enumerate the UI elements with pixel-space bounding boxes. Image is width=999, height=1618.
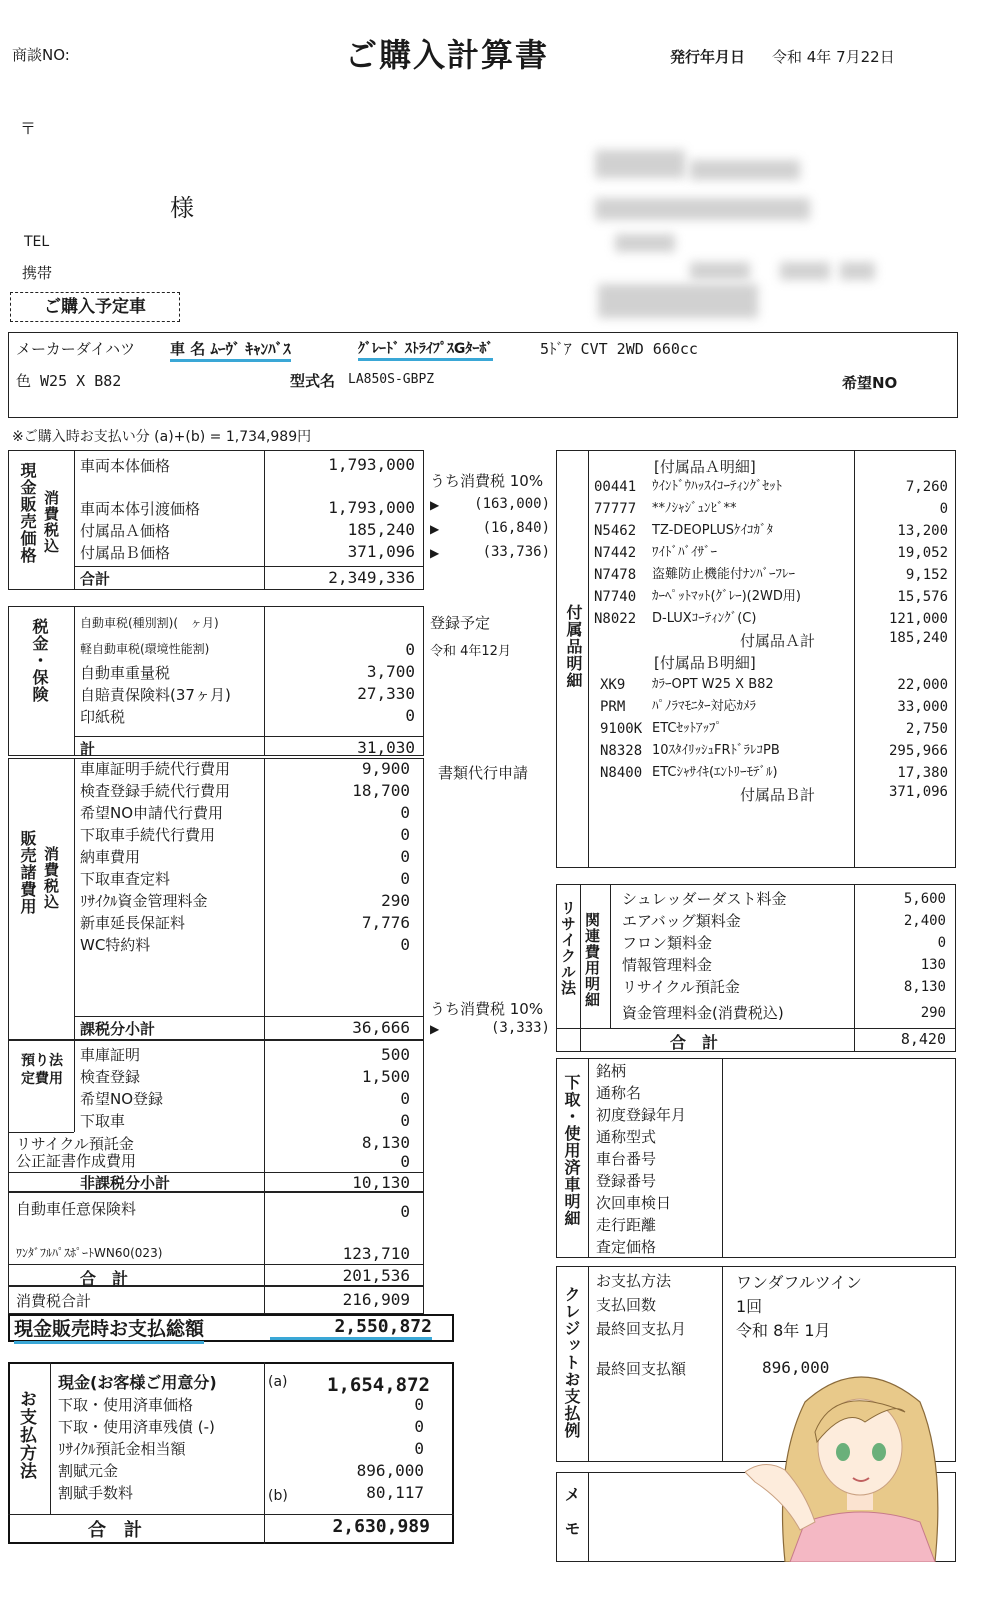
tax-row-label: 自動車税(種別割)( ヶ月) [80,616,219,630]
recycle-row-label: エアバッグ類料金 [622,912,741,930]
tradein-field: 初度登録年月 [596,1106,687,1124]
tax-row-value: 0 [405,706,415,725]
notary-label: 公正証書作成費用 [16,1152,137,1170]
acc-b-value: 295,966 [888,743,948,759]
payment-label: お支払方法 [16,1390,36,1480]
recycle-row-label: リサイクル預託金 [622,978,740,996]
dealer-name-blur [595,150,685,178]
dealer-staff-blur [840,262,875,280]
tradein-field: 銘柄 [596,1062,627,1080]
acc-b-value-column [858,674,948,784]
dealer-staff-blur [780,262,830,280]
tax-row-label: 自動車重量税 [80,664,171,682]
arrow-icon: ▶ [430,1022,440,1036]
acc-a-code: N7442 [594,545,637,561]
fee-row-value: 0 [400,847,410,866]
pay-row-value: 0 [414,1417,424,1436]
sales-row-value: 1,793,000 [328,455,415,474]
fee-row-label: 下取車手続代行費用 [80,826,216,844]
pay-row-label: 割賦元金 [58,1462,119,1480]
vehicle-maker: メーカーダイハツ [16,340,136,358]
fee-row-value: 0 [400,935,410,954]
dealer-address-blur [595,198,810,220]
acc-b-code: N8400 [600,765,643,781]
document-agency-label: 書類代行申請 [438,764,529,782]
insurance-plan: ﾜﾝﾀﾞﾌﾙﾊﾟｽﾎﾟｰﾄWN60(023) [16,1246,163,1260]
pay-row-value: 896,000 [356,1461,424,1480]
acc-a-code: N8022 [594,611,637,627]
sales-total: 2,349,336 [328,568,415,587]
vehicle-grade: ｸﾞﾚｰﾄﾞ ｽﾄﾗｲﾌﾟｽGﾀｰﾎﾞ [358,338,493,361]
acc-b-name-column [652,674,780,784]
pay-row-value: 0 [414,1439,424,1458]
credit-label: クレジットお支払例 [562,1286,581,1439]
fee-row-value: 0 [400,869,410,888]
deposit-row-label: 検査登録 [80,1068,141,1086]
acc-a-name: D-LUXｺｰﾃｨﾝｸﾞ(C) [652,611,757,626]
recycle-row-value: 0 [937,935,946,951]
vehicle-spec: 5ﾄﾞｱ CVT 2WD 660cc [540,340,698,358]
tradein-field: 登録番号 [596,1172,657,1190]
recycle-row-value: 290 [920,1005,946,1021]
insurance-plan-value: 123,710 [342,1244,410,1263]
tradein-field: 次回車検日 [596,1194,672,1212]
registration-date: 令和 4年12月 [430,644,511,659]
fee-row-label: 納車費用 [80,848,141,866]
customer-honorific: 様 [170,194,194,222]
pay-row-label: 割賦手数料 [58,1484,134,1502]
recycle-deposit-label: リサイクル預託金 [16,1135,134,1153]
sales-row-value: 1,793,000 [328,498,415,517]
pay-row-label: 下取・使用済車価格 [58,1396,194,1414]
acc-a-code: N7740 [594,589,637,605]
fees-value-column [270,758,410,956]
acc-a-name: ｶｰﾍﾟｯﾄﾏｯﾄ(ｸﾞﾚｰ)(2WD用) [652,589,801,604]
accessories-a-header: [付属品Ａ明細] [654,458,756,476]
registration-label: 登録予定 [430,614,491,632]
tax-label: 税金・保険 [30,618,49,703]
credit-row-value: 令和 8年 1月 [736,1321,831,1340]
acc-b-code: N8328 [600,743,643,759]
acc-a-value: 121,000 [888,611,948,627]
fee-row-value: 7,776 [361,913,410,932]
fee-row-value: 0 [400,825,410,844]
tradein-label-column [596,1060,686,1258]
acc-a-name: TZ-DEOPLUSｹｲｺｶﾞﾀ [652,523,773,538]
fee-row-label: 車庫証明手続代行費用 [80,760,231,778]
credit-row-label: お支払方法 [596,1272,672,1290]
accessories-b-total-label: 付属品Ｂ計 [740,786,816,804]
deposit-label: 預り法定費用 [21,1053,63,1087]
acc-a-code: 00441 [594,479,637,495]
accessories-label: 付属品明細 [564,604,583,689]
arrow-icon: ▶ [430,498,440,512]
acc-a-value: 19,052 [897,545,948,561]
sales-label: 現金販売価格 [18,462,37,564]
fees-tax-header: うち消費税 10% [430,1000,544,1018]
acc-a-value: 9,152 [905,567,948,583]
dealer-name-blur [690,160,800,180]
acc-b-name: ﾊﾟﾉﾗﾏﾓﾆﾀｰ対応ｶﾒﾗ [652,699,757,714]
tax-row-label: 軽自動車税(環境性能割) [80,642,210,656]
fees-tax-value: (3,333) [490,1020,550,1036]
pay-cash-value: 1,654,872 [327,1374,430,1396]
recycle-row-value: 130 [920,957,946,973]
tradein-field: 査定価格 [596,1238,657,1256]
recycle-row-value: 8,130 [903,979,946,995]
acc-a-value: 15,576 [897,589,948,605]
deposit-subtotal: 10,130 [352,1173,410,1192]
fee-row-value: 9,900 [361,759,410,778]
deposit-row-value: 500 [381,1045,410,1064]
acc-a-name: ﾜｲﾄﾞﾊﾞｲｻﾞｰ [652,545,717,560]
issue-label: 発行年月日 [670,48,746,66]
insurance-value: 0 [400,1202,410,1221]
fee-row-label: 希望NO申請代行費用 [80,804,224,822]
arrow-icon: ▶ [430,546,440,560]
sales-row-label: 付属品Ａ価格 [80,522,171,540]
tax-total: 31,030 [357,738,415,757]
acc-a-name: **ﾉｼｬｼﾞｭﾝﾋﾞ** [652,501,737,516]
recycle-deposit-value: 8,130 [361,1133,410,1152]
fees-tax-label: 消費税込 [42,846,60,910]
dealer-stamp-blur [598,284,758,318]
sales-tax-label: 消費税込 [42,490,60,554]
fees-subtotal-label: 課税分小計 [80,1020,156,1038]
credit-row-value: 896,000 [762,1358,830,1377]
tradein-field: 走行距離 [596,1216,657,1234]
deposit-row-label: 車庫証明 [80,1046,141,1064]
recycle-total: 8,420 [900,1030,946,1048]
sales-tax-header: うち消費税 10% [430,472,544,490]
plate-label: 希望NO [842,374,898,392]
credit-row-value: ワンダフルツイン [736,1273,862,1292]
fee-row-label: 下取車査定料 [80,870,171,888]
credit-row-label: 支払回数 [596,1296,657,1314]
sales-tax-value: (163,000) [474,496,550,512]
acc-b-name: ETCｾｯﾄｱｯﾌﾟ [652,721,722,736]
dealer-tel-blur [615,234,675,252]
vehicle-name: 車 名 ﾑｰｳﾞ ｷｬﾝﾊﾞｽ [170,338,291,362]
pay-row-label: 現金(お客様ご用意分) [58,1373,217,1392]
tax-total-label: 消費税合計 [16,1292,92,1310]
pay-label-column [58,1372,217,1504]
pay-marker-b: (b) [268,1488,288,1504]
acc-b-code: XK9 [600,677,626,693]
fees-subtotal: 36,666 [352,1018,410,1037]
acc-b-name: ETCｼｬｻｲｷ(ｴﾝﾄﾘｰﾓﾃﾞﾙ) [652,765,778,780]
accessories-b-header: [付属品Ｂ明細] [654,654,756,672]
fee-row-label: ﾘｻｲｸﾙ資金管理料金 [80,892,208,910]
acc-a-code: 77777 [594,501,637,517]
tradein-field: 通称型式 [596,1128,657,1146]
deposit-label-column [80,1044,163,1132]
sales-row-value: 185,240 [347,520,415,539]
sales-total-label: 合計 [80,570,111,588]
pay-row-value: 0 [414,1395,424,1414]
tax-row-label: 自賠責保険料(37ヶ月) [80,686,231,704]
deposit-subtotal-label: 非課税分小計 [80,1174,171,1192]
postal-mark: 〒 [20,119,37,138]
memo-label: メモ [562,1486,581,1554]
tradein-label: 下取・使用済車明細 [562,1074,581,1227]
sales-row-value: 371,096 [347,542,415,561]
acc-a-name: ｳｲﾝﾄﾞｳﾊｯｽｲｺｰﾃｨﾝｸﾞｾｯﾄ [652,479,782,494]
notary-value: 0 [400,1152,410,1171]
acc-a-value-column [858,476,948,630]
insurance-label: 自動車任意保険料 [16,1200,137,1218]
sales-tax-value: (33,736) [482,544,550,560]
acc-a-name: 盗難防止機能付ﾅﾝﾊﾞｰﾌﾚｰ [652,567,796,582]
fees-label-column [80,758,230,956]
accessories-b-total: 371,096 [888,784,948,800]
recycle-total-label: 合 計 [670,1033,719,1052]
sales-row-label: 付属品Ｂ価格 [80,544,171,562]
recycle-row-label: フロン類料金 [622,934,713,952]
deposit-value-column [270,1044,410,1132]
tel-label: TEL [24,234,50,250]
tax-total-label: 計 [80,740,96,758]
credit-row-label: 最終回支払額 [596,1360,687,1378]
fee-row-label: 検査登録手続代行費用 [80,782,231,800]
vehicle-model: LA850S-GBPZ [348,372,435,387]
tax-row-value: 3,700 [366,662,415,681]
pay-row-label: 下取・使用済車残債 (-) [58,1418,215,1436]
sum-value: 201,536 [342,1266,410,1285]
issue-date: 令和 4年 7月22日 [772,48,895,66]
credit-row-label: 最終回支払月 [596,1320,687,1338]
negotiation-label: 商談NO: [12,46,70,64]
page-title: ご購入計算書 [345,36,550,74]
deposit-row-value: 0 [400,1111,410,1130]
pay-row-value: 80,117 [366,1483,424,1502]
sales-row-label: 車両本体価格 [80,457,171,475]
fee-row-value: 0 [400,803,410,822]
acc-b-name: ｶﾗｰOPT W25 X B82 [652,677,774,692]
arrow-icon: ▶ [430,522,440,536]
tax-row-label: 印紙税 [80,708,126,726]
payment-note: ※ご購入時お支払い分 (a)+(b) = 1,734,989円 [12,429,312,445]
acc-b-code: PRM [600,699,626,715]
acc-b-value: 33,000 [897,699,948,715]
acc-b-name: 10ｽﾀｲﾘｯｼｭFRﾄﾞﾗﾚｺPB [652,743,780,758]
acc-a-name-column [652,476,801,630]
acc-b-code-column [600,674,642,784]
recycle-row-label: シュレッダーダスト料金 [622,890,787,908]
sales-row-label: 車両本体引渡価格 [80,500,201,518]
recycle-law-label: リサイクル法 [559,900,577,996]
pay-value-column [290,1394,424,1504]
credit-row-value: 1回 [736,1297,763,1316]
acc-a-code-column [594,476,636,630]
tradein-field: 通称名 [596,1084,642,1102]
recycle-row-value: 2,400 [903,913,946,929]
pay-total: 2,630,989 [332,1516,430,1537]
deposit-row-label: 下取車 [80,1112,126,1130]
accessories-a-total: 185,240 [888,630,948,646]
recycle-row-label: 資金管理料金(消費税込) [622,1004,784,1022]
pay-total-label: 合 計 [88,1520,142,1541]
tax-row-value: 0 [405,640,415,659]
pay-marker-a: (a) [268,1374,288,1390]
mobile-label: 携帯 [22,264,53,282]
recycle-label-column [622,888,787,1024]
fee-row-label: 新車延長保証料 [80,914,186,932]
sum-label: 合 計 [80,1269,129,1288]
pay-row-label: ﾘｻｲｸﾙ預託金相当額 [58,1440,186,1458]
deposit-row-label: 希望NO登録 [80,1090,164,1108]
fees-label: 販売諸費用 [18,830,37,915]
left-eye [836,1443,850,1461]
recycle-value-column [858,888,946,1024]
tradein-field: 車台番号 [596,1150,657,1168]
vehicle-model-label: 型式名 [290,372,336,390]
recycle-cost-label: 関連費用明細 [583,912,601,1008]
grand-total-label: 現金販売時お支払総額 [14,1314,204,1344]
assistant-illustration [745,1362,975,1562]
fee-row-value: 18,700 [352,781,410,800]
vehicle-section-label: ご購入予定車 [10,292,180,322]
acc-b-value: 22,000 [897,677,948,693]
acc-b-code: 9100K [600,721,643,737]
acc-b-value: 2,750 [905,721,948,737]
fee-row-value: 290 [381,891,410,910]
vehicle-color: 色 W25 X B82 [16,372,122,390]
grand-total-value: 2,550,872 [270,1316,432,1340]
sales-tax-value: (16,840) [482,520,550,536]
acc-a-code: N7478 [594,567,637,583]
acc-a-code: N5462 [594,523,637,539]
tax-total-value: 216,909 [342,1290,410,1309]
acc-a-value: 13,200 [897,523,948,539]
deposit-row-value: 1,500 [361,1067,410,1086]
dealer-staff-blur [690,262,750,280]
accessories-a-total-label: 付属品Ａ計 [740,632,816,650]
acc-a-value: 7,260 [905,479,948,495]
recycle-row-value: 5,600 [903,891,946,907]
deposit-row-value: 0 [400,1089,410,1108]
fee-row-label: WC特約料 [80,936,151,954]
acc-b-value: 17,380 [897,765,948,781]
recycle-row-label: 情報管理料金 [622,956,713,974]
acc-a-value: 0 [939,501,948,517]
right-eye [872,1443,886,1461]
tax-row-value: 27,330 [357,684,415,703]
